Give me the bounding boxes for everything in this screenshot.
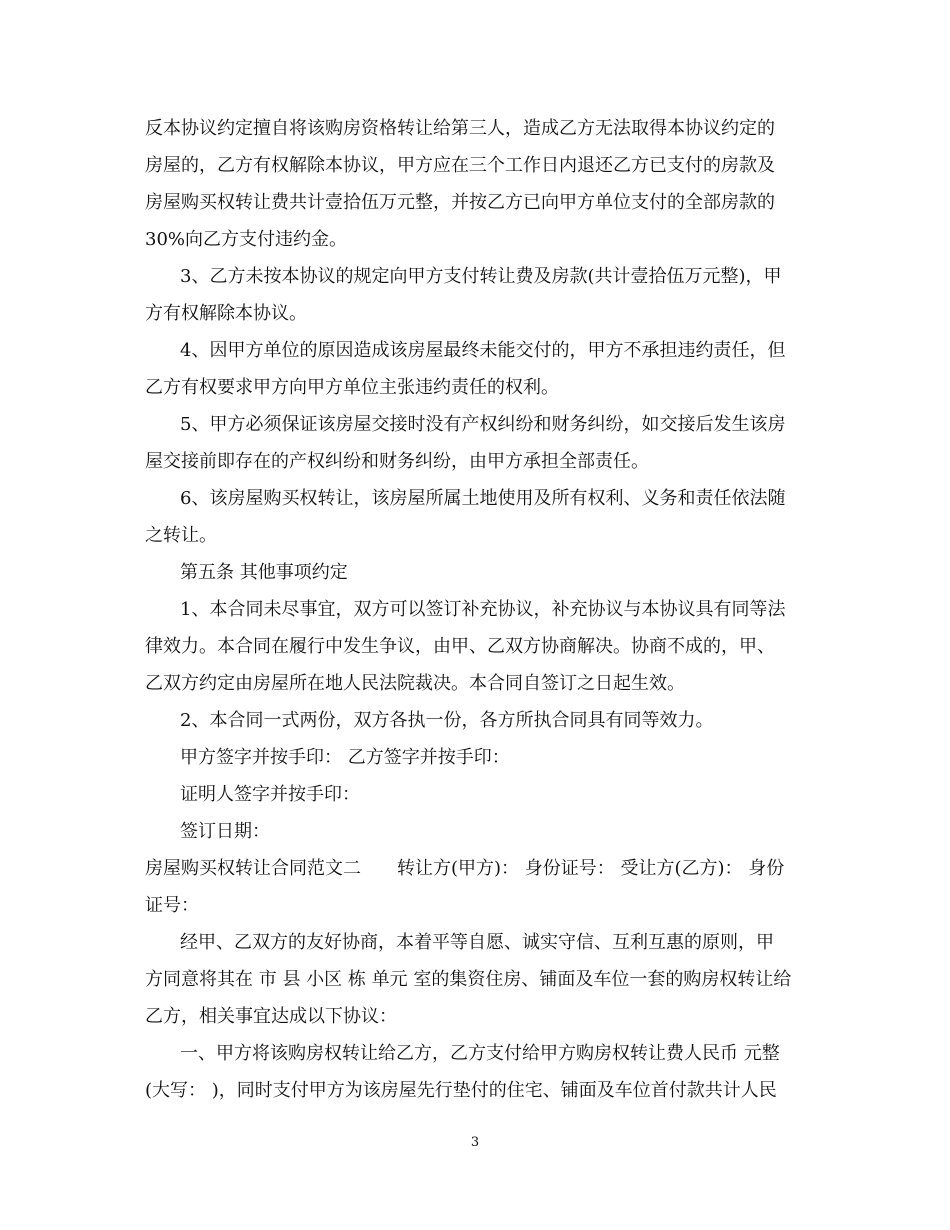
witness-line: 证明人签字并按手印： (180, 784, 360, 805)
text-line: 房屋购买权转让费共计壹拾伍万元整，并按乙方已向甲方单位支付的全部房款的 (145, 192, 775, 213)
text-line: 30%向乙方支付违约金。 (145, 229, 348, 250)
page-number: 3 (470, 1135, 480, 1150)
text-line: 乙双方约定由房屋所在地人民法院裁决。本合同自签订之日起生效。 (145, 673, 685, 694)
text-line: 证号： (145, 895, 199, 916)
text-line: 一、甲方将该购房权转让给乙方，乙方支付给甲方购房权转让费人民币 元整 (180, 1043, 780, 1064)
text-line: 房屋的，乙方有权解除本协议，甲方应在三个工作日内退还乙方已支付的房款及 (145, 155, 775, 176)
text-line: 2、本合同一式两份，双方各执一份，各方所执合同具有同等效力。 (180, 710, 714, 731)
date-line: 签订日期： (180, 821, 270, 842)
text-line: 律效力。本合同在履行中发生争议，由甲、乙双方协商解决。协商不成的，甲、 (145, 636, 775, 657)
text-line: 反本协议约定擅自将该购房资格转让给第三人，造成乙方无法取得本协议约定的 (145, 118, 775, 139)
text-line: 乙方有权要求甲方向甲方单位主张违约责任的权利。 (145, 377, 559, 398)
text-line: 3、乙方未按本协议的规定向甲方支付转让费及房款(共计壹拾伍万元整)，甲 (180, 266, 782, 287)
text-line: 方有权解除本协议。 (145, 303, 307, 324)
text-line: 5、甲方必须保证该房屋交接时没有产权纠纷和财务纠纷，如交接后发生该房 (180, 414, 786, 435)
text-line: 之转让。 (145, 525, 217, 546)
text-line: 6、该房屋购买权转让，该房屋所属土地使用及所有权利、义务和责任依法随 (180, 488, 786, 509)
signature-line: 甲方签字并按手印： 乙方签字并按手印： (180, 747, 510, 768)
text-line: (大写： )，同时支付甲方为该房屋先行垫付的住宅、铺面及车位首付款共计人民 (145, 1080, 777, 1101)
text-line: 屋交接前即存在的产权纠纷和财务纠纷，由甲方承担全部责任。 (145, 451, 649, 472)
text-line: 乙方，相关事宜达成以下协议： (145, 1006, 397, 1027)
text-line: 4、因甲方单位的原因造成该房屋最终未能交付的，甲方不承担违约责任，但 (180, 340, 786, 361)
text-line: 1、本合同未尽事宜，双方可以签订补充协议，补充协议与本协议具有同等法 (180, 599, 786, 620)
text-line: 经甲、乙双方的友好协商，本着平等自愿、诚实守信、互利互惠的原则，甲 (180, 932, 774, 953)
text-line: 方同意将其在 市 县 小区 栋 单元 室的集资住房、铺面及车位一套的购房权转让给 (145, 969, 792, 990)
section-heading: 第五条 其他事项约定 (180, 562, 348, 583)
contract-title-line: 房屋购买权转让合同范文二 转让方(甲方)： 身份证号： 受让方(乙方)： 身份 (145, 858, 785, 879)
